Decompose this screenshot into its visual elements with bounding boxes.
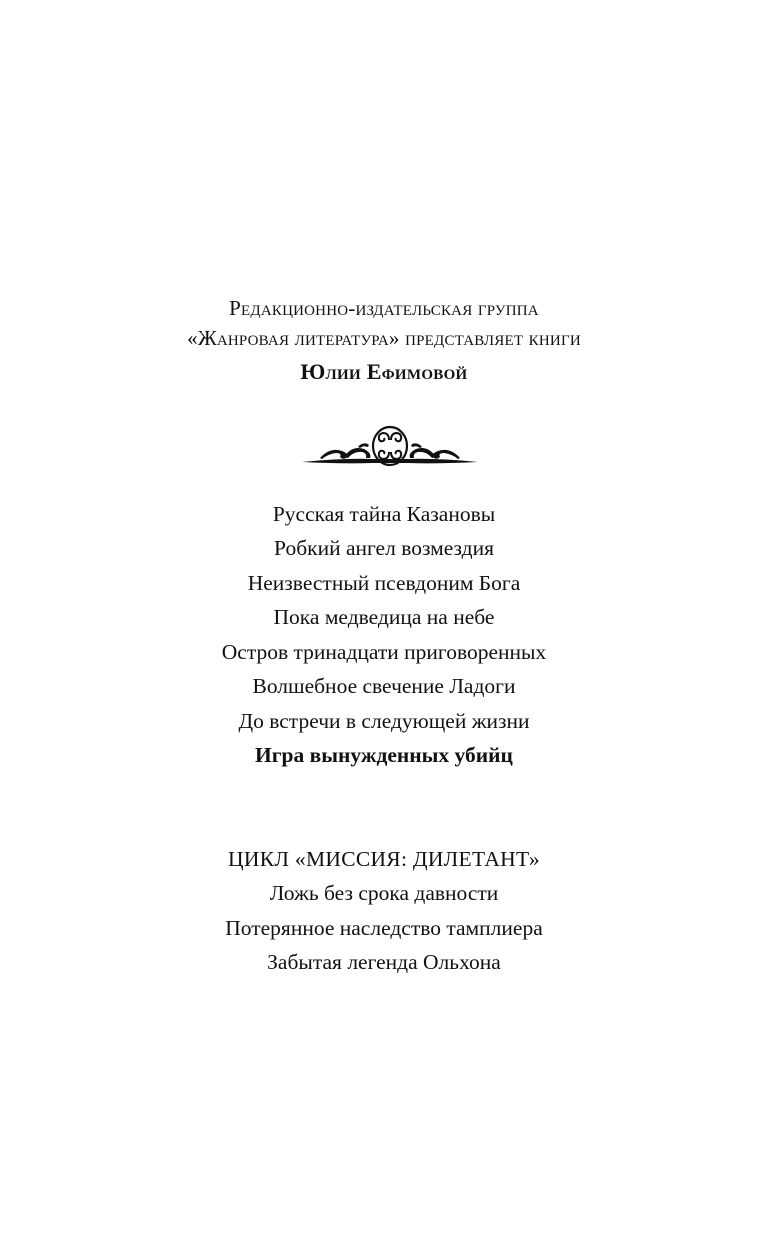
cycle-book-title: Потерянное наследство тамплиера <box>225 916 543 940</box>
book-title-highlighted: Игра вынужденных убийц <box>255 743 513 767</box>
book-title: Пока медведица на небе <box>273 605 495 629</box>
book-title: Робкий ангел возмездия <box>274 536 494 560</box>
book-title: До встречи в следующей жизни <box>238 709 530 733</box>
book-title: Остров тринадцати приговоренных <box>221 640 547 664</box>
book-title: Волшебное свечение Ладоги <box>252 674 516 698</box>
author-name: Юлии Ефимовой <box>300 359 468 384</box>
cycle-book-title: Забытая легенда Ольхона <box>267 950 501 974</box>
imprint-line: «Жанровая литература» представляет книги <box>187 326 581 350</box>
flourish-divider-icon <box>300 425 480 469</box>
book-title: Неизвестный псевдоним Бога <box>247 571 521 595</box>
publisher-line: Редакционно-издательская группа <box>229 296 539 320</box>
book-title: Русская тайна Казановы <box>272 502 496 526</box>
cycle-heading: ЦИКЛ «МИССИЯ: ДИЛЕТАНТ» <box>228 847 540 871</box>
cycle-book-title: Ложь без срока давности <box>269 881 499 905</box>
